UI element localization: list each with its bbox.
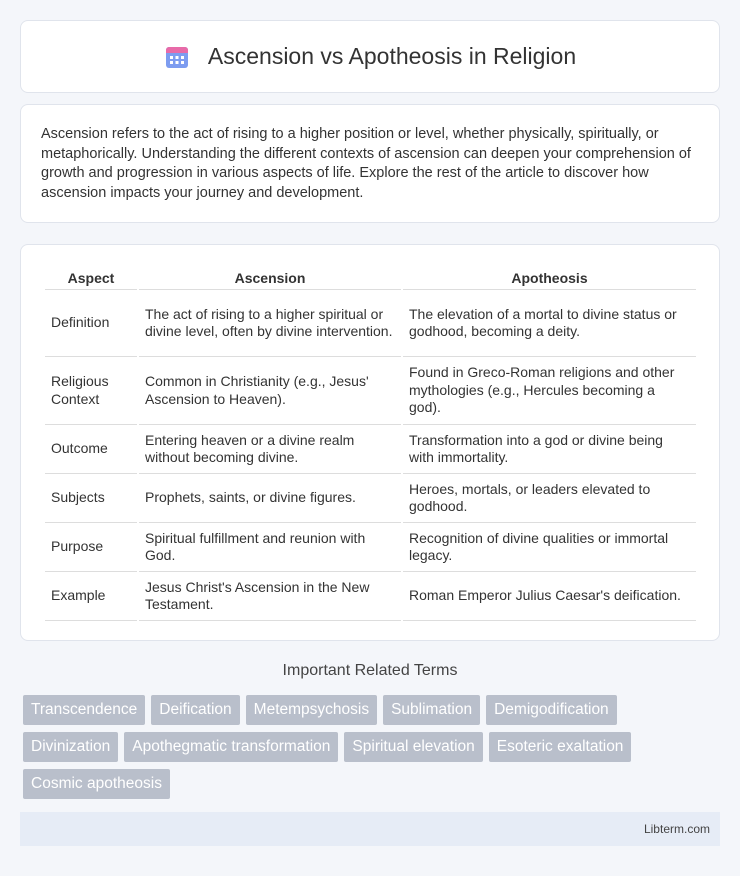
table-row — [45, 523, 696, 572]
cell-apotheosis: Found in Greco-Roman religions and other mythologies (e.g., Hercules becoming a god). — [403, 357, 696, 425]
cell-ascension: The act of rising to a higher spiritual or divine level, often by divine intervention. — [139, 290, 401, 357]
cell-ascension: Prophets, saints, or divine figures. — [139, 474, 401, 523]
cell-aspect: Purpose — [45, 523, 137, 572]
cell-ascension: Spiritual fulfillment and reunion with God. — [139, 523, 401, 572]
header-apotheosis: Apotheosis — [403, 265, 696, 290]
tag-transcendence[interactable]: Transcendence — [23, 695, 145, 725]
tag-deification[interactable]: Deification — [151, 695, 239, 725]
related-terms-list — [23, 695, 703, 799]
tag-spiritual-elevation[interactable]: Spiritual elevation — [344, 732, 482, 762]
cell-ascension: Entering heaven or a divine realm without becoming divine. — [139, 425, 401, 474]
cell-ascension: Jesus Christ's Ascension in the New Testament. — [139, 572, 401, 621]
comparison-table-card — [20, 244, 720, 641]
table-row — [45, 290, 696, 357]
cell-aspect: Example — [45, 572, 137, 621]
footer — [20, 812, 720, 846]
cell-ascension: Common in Christianity (e.g., Jesus' Ascension to Heaven). — [139, 357, 401, 425]
related-terms-title: Important Related Terms — [282, 662, 458, 679]
tag-metempsychosis[interactable]: Metempsychosis — [246, 695, 377, 725]
tag-divinization[interactable]: Divinization — [23, 732, 118, 762]
cell-aspect: Subjects — [45, 474, 137, 523]
cell-apotheosis: The elevation of a mortal to divine status or godhood, becoming a deity. — [403, 290, 696, 357]
intro-text: Ascension refers to the act of rising to a higher position or level, whether physically, spiritually, or metaphorically. Understanding the different contexts of ascension can deepen your comprehension of growth and progression in various aspects of life. Explore the rest of the article to discover how ascension impacts your journey and development. — [41, 126, 691, 201]
tag-sublimation[interactable]: Sublimation — [383, 695, 480, 725]
table-header-row — [45, 265, 696, 290]
tag-esoteric-exaltation[interactable]: Esoteric exaltation — [489, 732, 632, 762]
tag-apothegmatic-transformation[interactable]: Apothegmatic transformation — [124, 732, 338, 762]
table-row — [45, 572, 696, 621]
comparison-table — [43, 265, 698, 621]
calendar-grid-icon — [164, 44, 190, 70]
title-card — [20, 20, 720, 93]
header-aspect: Aspect — [45, 265, 137, 290]
cell-apotheosis: Transformation into a god or divine being with immortality. — [403, 425, 696, 474]
table-row — [45, 474, 696, 523]
tag-cosmic-apotheosis[interactable]: Cosmic apotheosis — [23, 769, 170, 799]
cell-apotheosis: Heroes, mortals, or leaders elevated to godhood. — [403, 474, 696, 523]
header-ascension: Ascension — [139, 265, 401, 290]
cell-aspect: Religious Context — [45, 357, 137, 425]
footer-site-link[interactable]: Libterm.com — [643, 822, 710, 836]
table-row — [45, 425, 696, 474]
cell-apotheosis: Roman Emperor Julius Caesar's deification. — [403, 572, 696, 621]
cell-aspect: Definition — [45, 290, 137, 357]
intro-card — [20, 104, 720, 223]
cell-apotheosis: Recognition of divine qualities or immortal legacy. — [403, 523, 696, 572]
table-row — [45, 357, 696, 425]
tag-demigodification[interactable]: Demigodification — [486, 695, 617, 725]
cell-aspect: Outcome — [45, 425, 137, 474]
page-title: Ascension vs Apotheosis in Religion — [207, 43, 577, 69]
